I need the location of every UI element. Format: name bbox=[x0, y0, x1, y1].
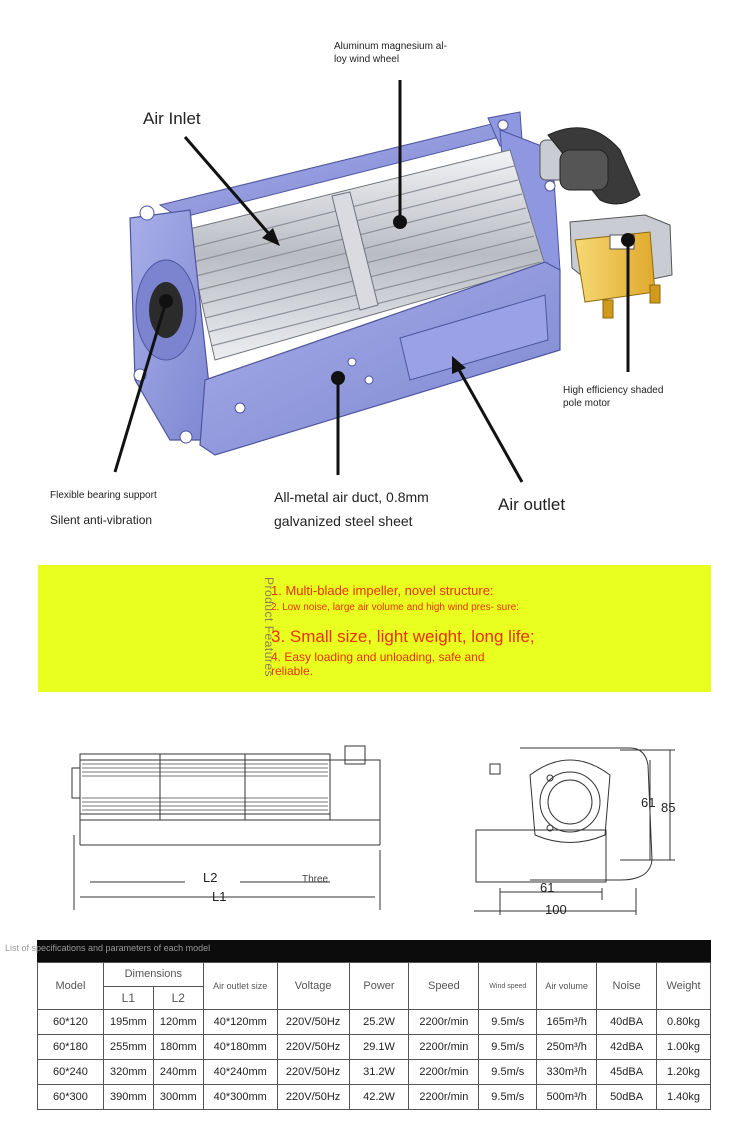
cell-outlet: 40*300mm bbox=[203, 1085, 277, 1110]
features-title: Product Features bbox=[262, 577, 276, 678]
cell-l2: 120mm bbox=[153, 1010, 203, 1035]
label-motor: High efficiency shaded pole motor bbox=[563, 385, 664, 409]
table-row bbox=[38, 1010, 711, 1035]
cell-l2: 300mm bbox=[153, 1085, 203, 1110]
cell-wind-speed: 9.5m/s bbox=[479, 1035, 537, 1060]
cell-l2: 180mm bbox=[153, 1035, 203, 1060]
cell-speed: 2200r/min bbox=[409, 1085, 479, 1110]
fan-illustration bbox=[0, 0, 750, 560]
th-weight: Weight bbox=[657, 963, 711, 1010]
dim-l2: L2 bbox=[203, 870, 218, 885]
dim-61-width: 61 bbox=[540, 880, 555, 895]
label-air-inlet: Air Inlet bbox=[143, 109, 201, 128]
feature-1: 1. Multi-blade impeller, novel structure: bbox=[271, 583, 494, 598]
dim-three: Three bbox=[302, 874, 329, 885]
cell-l1: 195mm bbox=[103, 1010, 153, 1035]
cell-air-volume: 165m³/h bbox=[537, 1010, 597, 1035]
cell-air-volume: 330m³/h bbox=[537, 1060, 597, 1085]
dim-85: 85 bbox=[661, 800, 676, 815]
label-duct-1: All-metal air duct, 0.8mm bbox=[274, 489, 429, 505]
feature-3: 3. Small size, light weight, long life; bbox=[271, 627, 535, 646]
cell-weight: 1.40kg bbox=[657, 1085, 711, 1110]
table-header-row bbox=[38, 963, 711, 987]
cell-speed: 2200r/min bbox=[409, 1010, 479, 1035]
label-air-outlet: Air outlet bbox=[498, 495, 566, 514]
th-model: Model bbox=[38, 963, 104, 1010]
cell-model: 60*300 bbox=[38, 1085, 104, 1110]
cell-power: 29.1W bbox=[349, 1035, 409, 1060]
cell-noise: 40dBA bbox=[597, 1010, 657, 1035]
th-air-volume: Air volume bbox=[537, 963, 597, 1010]
cell-weight: 0.80kg bbox=[657, 1010, 711, 1035]
cell-model: 60*180 bbox=[38, 1035, 104, 1060]
cell-noise: 50dBA bbox=[597, 1085, 657, 1110]
th-noise: Noise bbox=[597, 963, 657, 1010]
cell-l1: 320mm bbox=[103, 1060, 153, 1085]
cell-air-volume: 500m³/h bbox=[537, 1085, 597, 1110]
cell-voltage: 220V/50Hz bbox=[277, 1010, 349, 1035]
cell-wind-speed: 9.5m/s bbox=[479, 1060, 537, 1085]
th-l2: L2 bbox=[153, 986, 203, 1010]
cell-model: 60*240 bbox=[38, 1060, 104, 1085]
feature-2: 2. Low noise, large air volume and high wind pres- sure: bbox=[271, 602, 519, 613]
cell-l1: 255mm bbox=[103, 1035, 153, 1060]
cell-model: 60*120 bbox=[38, 1010, 104, 1035]
cell-air-volume: 250m³/h bbox=[537, 1035, 597, 1060]
feature-4: 4. Easy loading and unloading, safe and reliable. bbox=[271, 650, 485, 678]
cell-l1: 390mm bbox=[103, 1085, 153, 1110]
cell-voltage: 220V/50Hz bbox=[277, 1060, 349, 1085]
spec-table-title: List of specifications and parameters of each model bbox=[5, 943, 211, 953]
label-duct-2: galvanized steel sheet bbox=[274, 513, 413, 529]
product-features-panel bbox=[38, 565, 711, 692]
cell-weight: 1.00kg bbox=[657, 1035, 711, 1060]
end-view-drawing bbox=[470, 740, 690, 920]
th-wind-speed: Wind speed bbox=[479, 963, 537, 1010]
th-dimensions: Dimensions bbox=[103, 963, 203, 987]
cell-outlet: 40*240mm bbox=[203, 1060, 277, 1085]
label-silent: Silent anti-vibration bbox=[50, 513, 153, 527]
label-wind-wheel: Aluminum magnesium al- loy wind wheel bbox=[334, 41, 447, 65]
table-row bbox=[38, 1060, 711, 1085]
cell-l2: 240mm bbox=[153, 1060, 203, 1085]
dim-l1: L1 bbox=[212, 889, 227, 904]
cell-outlet: 40*180mm bbox=[203, 1035, 277, 1060]
th-speed: Speed bbox=[409, 963, 479, 1010]
table-row bbox=[38, 1085, 711, 1110]
cell-wind-speed: 9.5m/s bbox=[479, 1085, 537, 1110]
cell-wind-speed: 9.5m/s bbox=[479, 1010, 537, 1035]
dim-61-height: 61 bbox=[641, 795, 656, 810]
cell-voltage: 220V/50Hz bbox=[277, 1085, 349, 1110]
th-outlet: Air outlet size bbox=[203, 963, 277, 1010]
cell-power: 25.2W bbox=[349, 1010, 409, 1035]
cell-power: 42.2W bbox=[349, 1085, 409, 1110]
cell-weight: 1.20kg bbox=[657, 1060, 711, 1085]
cell-speed: 2200r/min bbox=[409, 1060, 479, 1085]
th-power: Power bbox=[349, 963, 409, 1010]
dim-100: 100 bbox=[545, 902, 567, 917]
th-voltage: Voltage bbox=[277, 963, 349, 1010]
cell-outlet: 40*120mm bbox=[203, 1010, 277, 1035]
cell-noise: 42dBA bbox=[597, 1035, 657, 1060]
table-row bbox=[38, 1035, 711, 1060]
spec-table bbox=[37, 962, 711, 1110]
label-bearing: Flexible bearing support bbox=[50, 490, 157, 501]
cell-voltage: 220V/50Hz bbox=[277, 1035, 349, 1060]
th-l1: L1 bbox=[103, 986, 153, 1010]
cell-power: 31.2W bbox=[349, 1060, 409, 1085]
cell-noise: 45dBA bbox=[597, 1060, 657, 1085]
cell-speed: 2200r/min bbox=[409, 1035, 479, 1060]
